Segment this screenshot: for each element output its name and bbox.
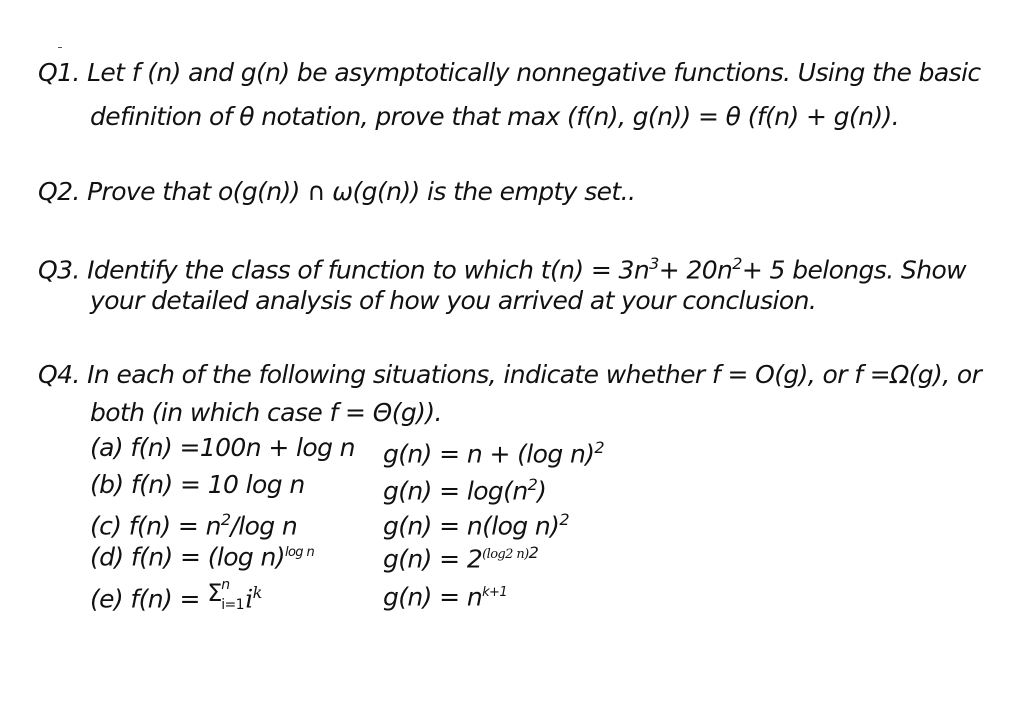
q4-item-d-f-main: (d) f(n) = (log n) [90, 542, 285, 572]
summation-upper: n [221, 577, 230, 593]
q4-item-d-g-main: g(n) = 2 [383, 544, 483, 574]
q4-item-d-f-sup: log n [284, 545, 315, 560]
q4-item-a-g-sup: 2 [594, 438, 604, 457]
q4-item-e-g [383, 577, 507, 613]
q4-line-1: Q4. In each of the following situations, indicate whether f = O(g), or f =Ω(g), or [38, 360, 982, 389]
q4-item-b-g-sup: 2 [527, 475, 538, 494]
q4-item-e-g-sup: k+1 [482, 585, 508, 600]
q3-text-c: + 5 belongs. Show [741, 255, 966, 285]
q4-item-e-f [90, 577, 262, 615]
q4-item-e-g-main: g(n) = n [383, 582, 483, 612]
q3-text-b: + 20n [658, 255, 733, 285]
q3-sup-1: 3 [649, 254, 659, 273]
q4-item-a-g [383, 432, 604, 470]
q4-item-c-f-sup: 2 [220, 510, 231, 529]
q4-item-e-f-main: (e) f(n) = [90, 584, 208, 614]
stray-mark [58, 47, 62, 48]
q4-item-b-g-tail: ) [537, 476, 547, 506]
q3-text-a: Q3. Identify the class of function to which t(n) = 3n [38, 255, 650, 285]
q4-item-c-g-sup: 2 [559, 510, 569, 529]
q1-line-1: Q1. Let f (n) and g(n) be asymptotically nonnegative functions. Using the basic [38, 58, 981, 87]
q3-line-2: your detailed analysis of how you arrived at your conclusion. [90, 286, 817, 315]
q4-item-a-f: (a) f(n) =100n + log n [90, 433, 355, 462]
q1-line-2: definition of θ notation, prove that max (f(n), g(n)) = θ (f(n) + g(n)). [90, 102, 899, 131]
q3-line-1 [38, 248, 966, 286]
q4-item-d-g-sup-a: (log2 n) [482, 547, 529, 562]
q3-sup-2: 2 [732, 254, 742, 273]
q2-line-1: Q2. Prove that o(g(n)) ∩ ω(g(n)) is the empty set.. [38, 177, 636, 206]
q4-item-c-f-tail: /log n [230, 511, 298, 541]
q4-item-b-g [383, 469, 546, 507]
summation-sigma: Σ [207, 579, 222, 607]
q4-item-a-g-main: g(n) = n + (log n) [383, 439, 595, 469]
summation [207, 577, 245, 613]
q4-item-c-f-main: (c) f(n) = n [90, 511, 221, 541]
summation-term-sup: k [252, 583, 262, 602]
q4-item-d-g-sup-b: 2 [528, 543, 539, 562]
q4-item-d-g [383, 537, 538, 575]
summation-term: i [245, 584, 253, 614]
q4-item-b-g-main: g(n) = log(n [383, 476, 528, 506]
q4-item-d-f [90, 537, 314, 573]
summation-lower: i=1 [221, 597, 244, 613]
q4-item-b-f: (b) f(n) = 10 log n [90, 470, 305, 499]
q4-line-2: both (in which case f = Θ(g)). [90, 398, 442, 427]
q4-item-c-g-main: g(n) = n(log n) [383, 511, 560, 541]
